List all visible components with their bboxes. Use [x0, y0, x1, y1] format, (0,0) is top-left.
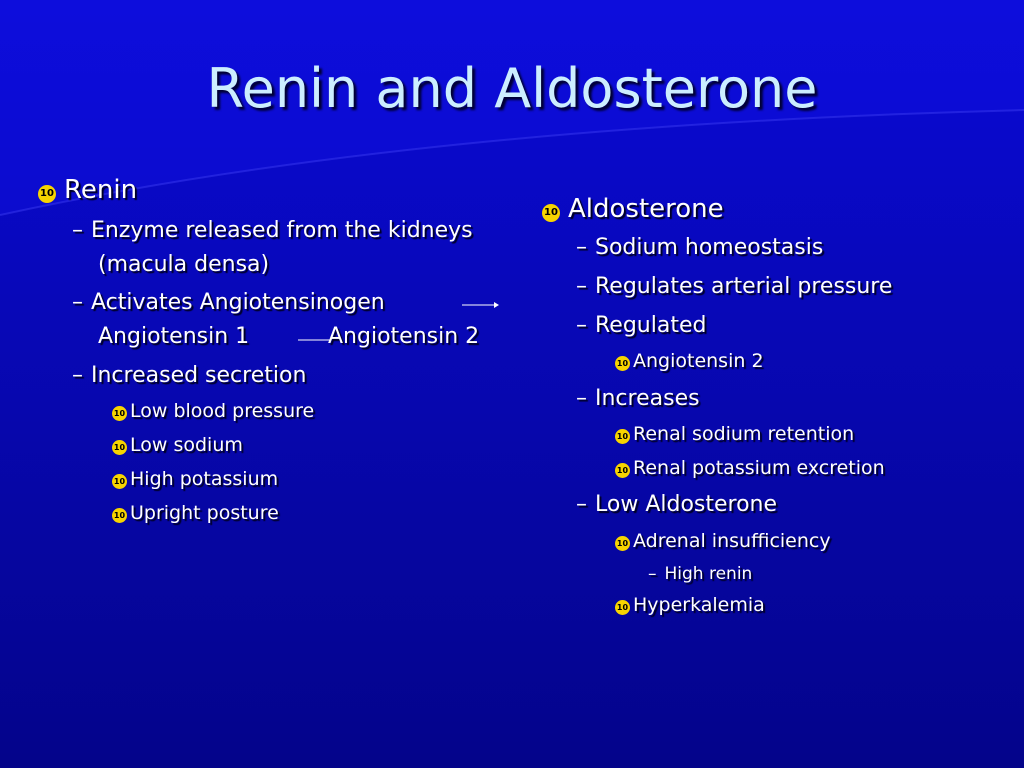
bullet-icon: 10	[112, 406, 127, 421]
slide-title: Renin and Aldosterone	[206, 57, 818, 120]
arrow-right-icon	[460, 300, 500, 310]
aldosterone-sub-sub-item: – High renin	[648, 564, 753, 584]
aldosterone-item: – Regulates arterial pressure	[576, 274, 893, 299]
aldosterone-item: – Low Aldosterone	[576, 492, 778, 517]
bullet-icon: 10	[112, 474, 127, 489]
bullet-icon: 10	[615, 463, 630, 478]
bullet-icon: 10	[112, 508, 127, 523]
aldosterone-item: – Increases	[576, 386, 700, 411]
bullet-icon: 10	[615, 536, 630, 551]
renin-item-activates: – Activates Angiotensinogen	[72, 290, 385, 315]
aldosterone-sub-item: 10 Renal potassium excretion	[616, 457, 885, 479]
aldosterone-sub-item: 10 Renal sodium retention	[616, 423, 855, 445]
renin-item-enzyme-continuation: (macula densa)	[98, 252, 270, 277]
renin-item-enzyme: – Enzyme released from the kidneys	[72, 218, 473, 243]
renin-sub-item: 10 Low blood pressure	[113, 400, 315, 422]
renin-sub-item: 10 Low sodium	[113, 434, 243, 456]
bullet-icon: 10	[542, 204, 560, 222]
renin-heading: 10 Renin	[38, 175, 137, 205]
renin-angiotensin-2: Angiotensin 2	[328, 324, 480, 349]
aldosterone-heading: 10 Aldosterone	[542, 194, 724, 224]
renin-item-increased: – Increased secretion	[72, 363, 307, 388]
renin-sub-item: 10 Upright posture	[113, 502, 279, 524]
bullet-icon: 10	[112, 440, 127, 455]
arrow-line-icon	[298, 337, 332, 343]
bullet-icon: 10	[38, 185, 56, 203]
bullet-icon: 10	[615, 429, 630, 444]
bullet-icon: 10	[615, 600, 630, 615]
renin-angiotensin-1: Angiotensin 1	[98, 324, 250, 349]
aldosterone-item: – Sodium homeostasis	[576, 235, 824, 260]
aldosterone-item: – Regulated	[576, 313, 707, 338]
renin-sub-item: 10 High potassium	[113, 468, 279, 490]
aldosterone-sub-item: 10 Hyperkalemia	[616, 594, 765, 616]
bullet-icon: 10	[615, 356, 630, 371]
aldosterone-sub-item: 10 Angiotensin 2	[616, 350, 764, 372]
aldosterone-sub-item: 10 Adrenal insufficiency	[616, 530, 831, 552]
